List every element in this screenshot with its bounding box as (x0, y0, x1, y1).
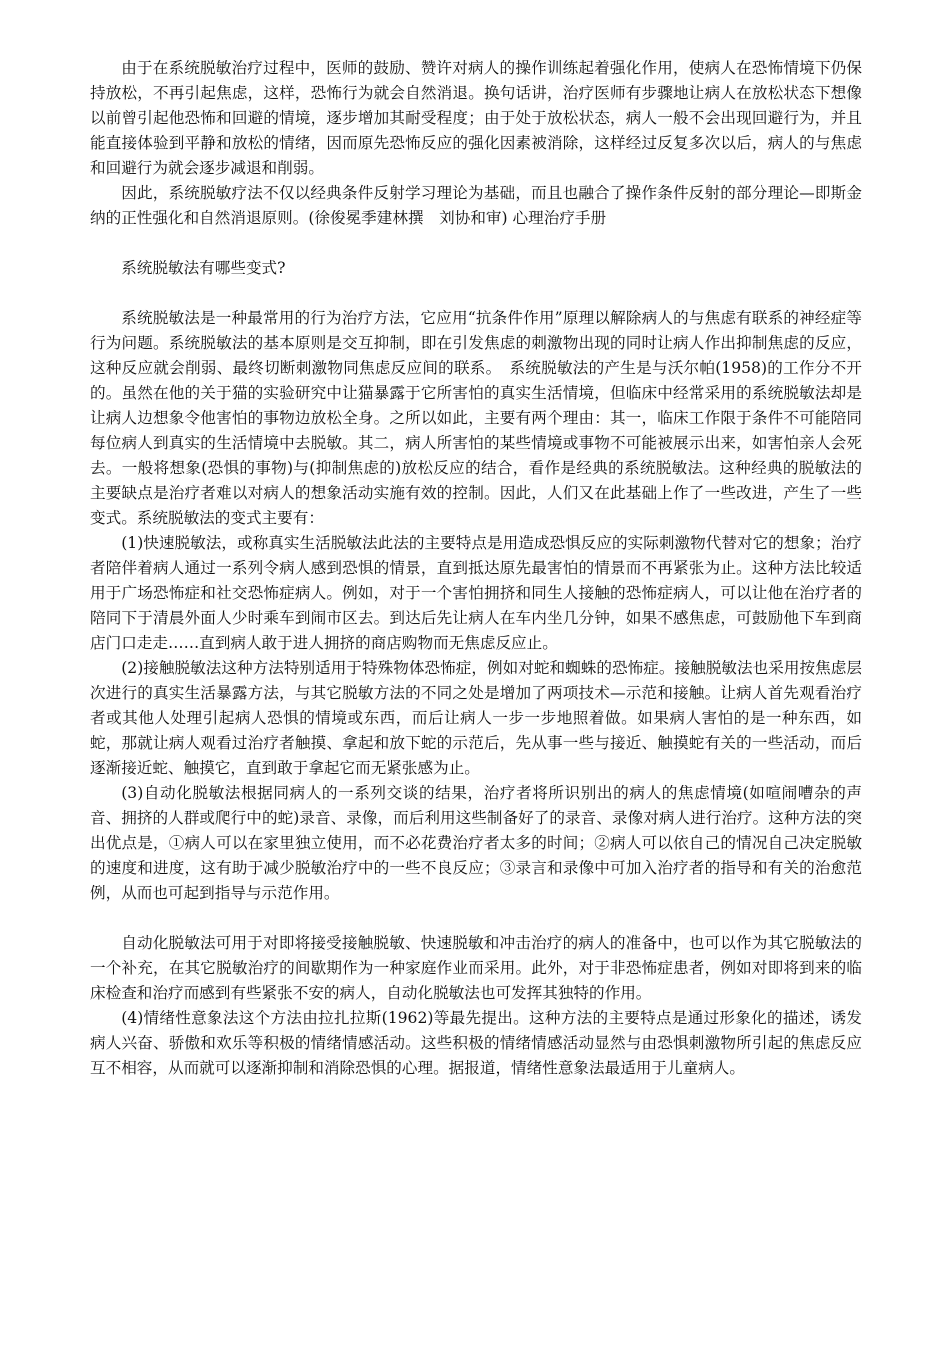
document-body (90, 56, 862, 1081)
paragraph-intro: 系统脱敏法是一种最常用的行为治疗方法，它应用“抗条件作用”原理以解除病人的与焦虑有联系的神经症等行为问题。系统脱敏法的基本原则是交互抑制，即在引发焦虑的刺激物出现的同时让病人作出抑制焦虑的反应，这种反应就会削弱、最终切断刺激物同焦虑反应间的联系。 系统脱敏法的产生是与沃尔帕(1958)的工作分不开的。虽然在他的关于猫的实验研究中让猫暴露于它所害怕的真实生活情境，但临床中经常采用的系统脱敏法却是让病人边想象令他害怕的事物边放松全身。之所以如此，主要有两个理由：其一，临床工作限于条件不可能陪同每位病人到真实的生活情境中去脱敏。其二，病人所害怕的某些情境或事物不可能被展示出来，如害怕亲人会死去。一般将想象(恐惧的事物)与(抑制焦虑的)放松反应的结合，看作是经典的系统脱敏法。这种经典的脱敏法的主要缺点是治疗者难以对病人的想象活动实施有效的控制。因此，人们又在此基础上作了一些改进，产生了一些变式。系统脱敏法的变式主要有： (90, 309, 862, 527)
paragraph-reinforcement: 由于在系统脱敏治疗过程中，医师的鼓励、赞许对病人的操作训练起着强化作用，使病人在恐怖情境下仍保持放松，不再引起焦虑，这样，恐怖行为就会自然消退。换句话讲，治疗医师有步骤地让病人在放松状态下想像以前曾引起他恐怖和回避的情境，逐步增加其耐受程度；由于处于放松状态，病人一般不会出现回避行为，并且能直接体验到平静和放松的情绪，因而原先恐怖反应的强化因素被消除，这样经过反复多次以后，病人的与焦虑和回避行为就会逐步减退和削弱。 (90, 59, 862, 177)
paragraph-automated-usage: 自动化脱敏法可用于对即将接受接触脱敏、快速脱敏和冲击治疗的病人的准备中，也可以作为其它脱敏法的一个补充，在其它脱敏治疗的间歇期作为一种家庭作业而采用。此外，对于非恐怖症患者，例如对即将到来的临床检查和治疗而感到有些紧张不安的病人，自动化脱敏法也可发挥其独特的作用。 (90, 934, 862, 1002)
paragraph-theory-basis: 因此，系统脱敏疗法不仅以经典条件反射学习理论为基础，而且也融合了操作条件反射的部分理论—即斯金纳的正性强化和自然消退原则。(徐俊冕季建林撰 刘协和审) 心理治疗手册 (90, 184, 862, 227)
section-heading: 系统脱敏法有哪些变式? (121, 259, 286, 277)
paragraph-automated-desensitization: (3)自动化脱敏法根据同病人的一系列交谈的结果，治疗者将所识别出的病人的焦虑情境(如喧闹嘈杂的声音、拥挤的人群或爬行中的蛇)录音、录像，而后利用这些制备好了的录音、录像对病人进行治疗。这种方法的突出优点是，①病人可以在家里独立使用，而不必花费治疗者太多的时间；②病人可以依自己的情况自己决定脱敏的速度和进度，这有助于减少脱敏治疗中的一些不良反应；③录言和录像中可加入治疗者的指导和有关的治愈范例，从而也可起到指导与示范作用。 (90, 784, 862, 902)
paragraph-emotive-imagery: (4)情绪性意象法这个方法由拉扎拉斯(1962)等最先提出。这种方法的主要特点是通过形象化的描述，诱发病人兴奋、骄傲和欢乐等积极的情绪情感活动。这些积极的情绪情感活动显然与由恐惧刺激物所引起的焦虑反应互不相容，从而就可以逐渐抑制和消除恐惧的心理。据报道，情绪性意象法最适用于儿童病人。 (90, 1009, 862, 1077)
paragraph-contact-desensitization: (2)接触脱敏法这种方法特别适用于特殊物体恐怖症，例如对蛇和蜘蛛的恐怖症。接触脱敏法也采用按焦虑层次进行的真实生活暴露方法，与其它脱敏方法的不同之处是增加了两项技术—示范和接触。让病人首先观看治疗者或其他人处理引起病人恐惧的情境或东西，而后让病人一步一步地照着做。如果病人害怕的是一种东西，如蛇，那就让病人观看过治疗者触摸、拿起和放下蛇的示范后，先从事一些与接近、触摸蛇有关的一些活动，而后逐渐接近蛇、触摸它，直到敢于拿起它而无紧张感为止。 (90, 659, 862, 777)
paragraph-rapid-desensitization: (1)快速脱敏法，或称真实生活脱敏法此法的主要特点是用造成恐惧反应的实际刺激物代替对它的想象；治疗者陪伴着病人通过一系列令病人感到恐惧的情景，直到抵达原先最害怕的情景而不再紧张为止。这种方法比较适用于广场恐怖症和社交恐怖症病人。例如，对于一个害怕拥挤和同生人接触的恐怖症病人，可以让他在治疗者的陪同下于清晨外面人少时乘车到闹市区去。到达后先让病人在车内坐几分钟，如果不感焦虑，可鼓励他下车到商店门口走走……直到病人敢于进人拥挤的商店购物而无焦虑反应止。 (90, 534, 862, 652)
